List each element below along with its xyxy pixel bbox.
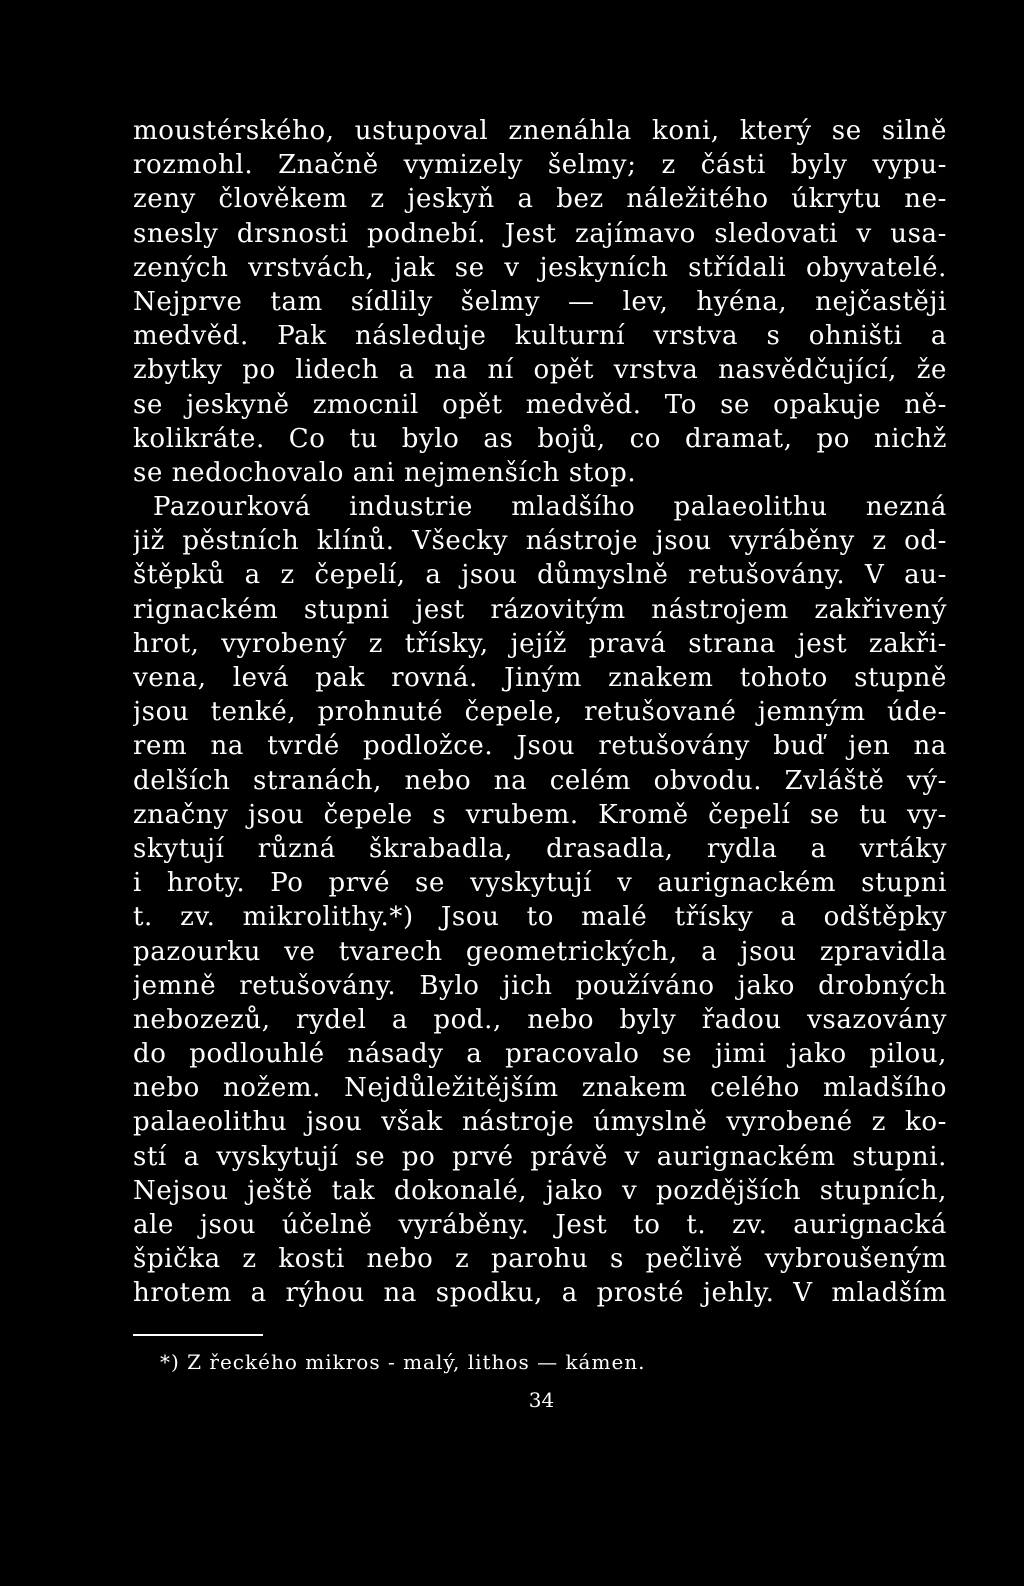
text-line-9: se jeskyně zmocnil opět medvěd. To se opakuje ně-: [133, 389, 947, 420]
text-line-28: do podlouhlé násady a pracovalo se jimi jako pilou,: [133, 1039, 947, 1070]
text-line-15: rignackém stupni jest rázovitým nástrojem zakřivený: [133, 594, 947, 625]
text-line-17: vena, levá pak rovná. Jiným znakem tohoto stupně: [133, 663, 947, 693]
text-line-18: jsou tenké, prohnuté čepele, retušované jemným úde-: [133, 697, 947, 728]
footnote: *) Z řeckého mikros - malý, lithos — kámen.: [160, 1350, 646, 1374]
text-line-11: se nedochovalo ani nejmenších stop.: [133, 457, 637, 488]
text-line-26: jemně retušovány. Bylo jich používáno jako drobných: [133, 970, 947, 1001]
text-line-14: štěpků a z čepelí, a jsou důmyslně retušovány. V au-: [133, 560, 947, 591]
text-line-16: hrot, vyrobený z třísky, jejíž pravá strana jest zakři-: [133, 628, 947, 659]
text-line-3: zeny člověkem z jeskyň a bez náležitého úkrytu ne-: [133, 184, 947, 215]
text-line-35: hrotem a rýhou na spodku, a prosté jehly. V mladším: [133, 1278, 947, 1309]
text-line-23: i hroty. Po prvé se vyskytují v aurignackém stupni: [133, 868, 947, 899]
body-text: [133, 114, 947, 1311]
text-line-31: stí a vyskytují se po prvé právě v aurignackém stupni.: [133, 1141, 947, 1172]
text-line-25: pazourku ve tvarech geometrických, a jsou zpravidla: [133, 936, 947, 967]
text-line-24: t. zv. mikrolithy.*) Jsou to malé třísky a odštěpky: [133, 902, 947, 933]
text-line-21: značny jsou čepele s vrubem. Kromě čepelí se tu vy-: [133, 799, 947, 830]
text-line-19: rem na tvrdé podložce. Jsou retušovány buď jen na: [133, 731, 947, 762]
text-line-6: Nejprve tam sídlily šelmy — lev, hyéna, nejčastěji: [133, 286, 947, 317]
text-line-1: moustérského, ustupoval znenáhla koni, který se silně: [133, 116, 947, 146]
text-line-30: palaeolithu jsou však nástroje úmyslně vyrobené z ko-: [133, 1107, 947, 1138]
text-line-32: Nejsou ještě tak dokonalé, jako v pozdějších stupních,: [133, 1175, 947, 1206]
text-line-8: zbytky po lidech a na ní opět vrstva nasvědčující, že: [133, 355, 947, 386]
text-line-33: ale jsou účelně vyráběny. Jest to t. zv. aurignacká: [133, 1210, 947, 1240]
text-line-2: rozmohl. Značně vymizely šelmy; z části byly vypu-: [133, 150, 947, 181]
footnote-divider: [133, 1334, 263, 1336]
text-line-29: nebo nožem. Nejdůležitějším znakem celého mladšího: [133, 1073, 947, 1104]
text-line-22: skytují různá škrabadla, drasadla, rydla a vrtáky: [133, 833, 947, 864]
text-line-7: medvěd. Pak následuje kulturní vrstva s ohništi a: [133, 321, 947, 352]
text-line-12: Pazourková industrie mladšího palaeolithu nezná: [153, 492, 947, 523]
text-line-27: nebozezů, rydel a pod., nebo byly řadou vsazovány: [133, 1004, 947, 1035]
text-line-5: zených vrstvách, jak se v jeskyních střídali obyvatelé.: [133, 252, 947, 283]
text-line-34: špička z kosti nebo z parohu s pečlivě vybroušeným: [133, 1244, 947, 1275]
text-line-20: delších stranách, nebo na celém obvodu. Zvláště vý-: [133, 765, 947, 796]
page-number: 34: [528, 1388, 555, 1412]
text-line-4: snesly drsnosti podnebí. Jest zajímavo sledovati v usa-: [133, 218, 947, 249]
text-line-13: již pěstních klínů. Všecky nástroje jsou vyráběny z od-: [133, 526, 947, 557]
text-line-10: kolikráte. Co tu bylo as bojů, co dramat, po nichž: [133, 423, 947, 454]
